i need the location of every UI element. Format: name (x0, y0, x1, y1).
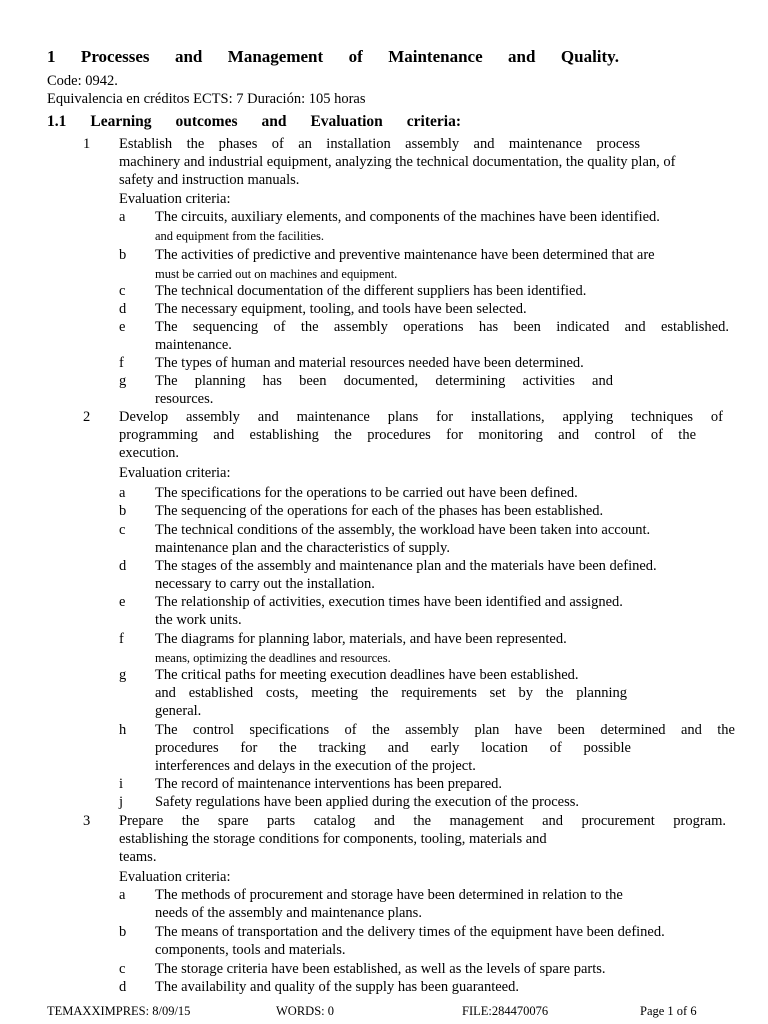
criterion-text-line: the work units. (155, 612, 242, 628)
criterion-letter: f (119, 355, 124, 371)
criterion-text-line: The storage criteria have been established, as well as the levels of spare parts. (155, 961, 606, 977)
criterion-letter: g (119, 373, 127, 389)
criterion-letter: j (119, 794, 124, 810)
criterion-text-line: The technical conditions of the assembly, the workload have been taken into account. (155, 522, 651, 538)
criterion-text-line: The sequencing of the operations for each of the phases has been established. (155, 503, 604, 519)
criterion-text-line: The means of transportation and the delivery times of the equipment have been defined. (155, 924, 665, 940)
document-heading: 1 Processes and Management of Maintenance and Quality. (47, 47, 619, 66)
criterion-text-line: Safety regulations have been applied during the execution of the process. (155, 794, 579, 810)
criterion-letter: h (119, 722, 127, 738)
criterion-text-line: The types of human and material resources needed have been determined. (155, 355, 584, 371)
criterion-text-line: The record of maintenance interventions has been prepared. (155, 776, 503, 792)
section-heading: 1.1 Learning outcomes and Evaluation criteria: (47, 113, 461, 130)
outcome1-text-line: safety and instruction manuals. (119, 172, 300, 188)
outcome1-number: 1 (83, 136, 91, 152)
criterion-text-line: procedures for the tracking and early location of possible (155, 740, 631, 756)
outcome3-number: 3 (83, 813, 91, 829)
criterion-text-line: maintenance plan and the characteristics of supply. (155, 540, 450, 556)
criterion-text-line: maintenance. (155, 337, 232, 353)
criterion-text-line: The control specifications of the assembly plan have been determined and the (155, 722, 735, 738)
criterion-letter: c (119, 961, 126, 977)
criterion-text-line: The technical documentation of the different suppliers has been identified. (155, 283, 587, 299)
footer-word-count: WORDS: 0 (276, 1004, 334, 1018)
criterion-text-line: components, tools and materials. (155, 942, 346, 958)
criterion-letter: d (119, 301, 127, 317)
course-credits: Equivalencia en créditos ECTS: 7 Duración: 105 horas (47, 91, 366, 107)
outcome3-text-line: establishing the storage conditions for components, tooling, materials and (119, 831, 547, 847)
criterion-text-line: The critical paths for meeting execution deadlines have been established. (155, 667, 579, 683)
criterion-letter: e (119, 594, 126, 610)
outcome2-text-line: Develop assembly and maintenance plans for installations, applying techniques of (119, 409, 723, 425)
footer-print-date: TEMAXXIMPRES: 8/09/15 (47, 1004, 191, 1018)
criterion-text-line: and established costs, meeting the requirements set by the planning (155, 685, 627, 701)
criterion-text-line: The diagrams for planning labor, materials, and have been represented. (155, 631, 567, 647)
criterion-text-line: The availability and quality of the supply has been guaranteed. (155, 979, 519, 995)
criterion-text-line: The activities of predictive and preventive maintenance have been determined that are (155, 247, 655, 263)
outcome2-text-line: programming and establishing the procedures for monitoring and control of the (119, 427, 696, 443)
criterion-letter: a (119, 485, 126, 501)
footer-page-number: Page 1 of 6 (640, 1004, 697, 1018)
criterion-letter: b (119, 503, 127, 519)
criterion-text-line: needs of the assembly and maintenance plans. (155, 905, 422, 921)
evaluation-criteria-label: Evaluation criteria: (119, 869, 231, 885)
criterion-letter: d (119, 558, 127, 574)
criterion-text-line: resources. (155, 391, 214, 407)
footer-file: FILE:284470076 (462, 1004, 549, 1018)
course-code: Code: 0942. (47, 73, 118, 89)
criterion-text-line: The sequencing of the assembly operations has been indicated and established. (155, 319, 729, 335)
criterion-text-line: The necessary equipment, tooling, and tools have been selected. (155, 301, 527, 317)
criterion-text-line: means, optimizing the deadlines and resources. (155, 651, 391, 665)
criterion-letter: i (119, 776, 124, 792)
criterion-letter: e (119, 319, 126, 335)
criterion-letter: b (119, 924, 127, 940)
criterion-text-line: The methods of procurement and storage have been determined in relation to the (155, 887, 623, 903)
criterion-letter: c (119, 522, 126, 538)
criterion-text-line: The planning has been documented, determining activities and (155, 373, 613, 389)
criterion-letter: c (119, 283, 126, 299)
criterion-text-line: and equipment from the facilities. (155, 229, 325, 243)
outcome1-text-line: machinery and industrial equipment, analyzing the technical documentation, the quality plan, of (119, 154, 676, 170)
criterion-letter: d (119, 979, 127, 995)
outcome3-text-line: Prepare the spare parts catalog and the management and procurement program. (119, 813, 726, 829)
criterion-text-line: necessary to carry out the installation. (155, 576, 375, 592)
evaluation-criteria-label: Evaluation criteria: (119, 465, 231, 481)
outcome3-text-line: teams. (119, 849, 157, 865)
criterion-text-line: must be carried out on machines and equipment. (155, 267, 398, 281)
outcome1-text-line: Establish the phases of an installation assembly and maintenance process (119, 136, 640, 152)
outcome2-text-line: execution. (119, 445, 179, 461)
criterion-text-line: The specifications for the operations to be carried out have been defined. (155, 485, 578, 501)
criterion-letter: f (119, 631, 124, 647)
criterion-text-line: general. (155, 703, 202, 719)
criterion-letter: b (119, 247, 127, 263)
criterion-text-line: interferences and delays in the execution of the project. (155, 758, 476, 774)
criterion-letter: a (119, 209, 126, 225)
criterion-letter: g (119, 667, 127, 683)
criterion-text-line: The relationship of activities, execution times have been identified and assigned. (155, 594, 623, 610)
outcome2-number: 2 (83, 409, 91, 425)
evaluation-criteria-label: Evaluation criteria: (119, 191, 231, 207)
criterion-letter: a (119, 887, 126, 903)
criterion-text-line: The stages of the assembly and maintenance plan and the materials have been defined. (155, 558, 657, 574)
criterion-text-line: The circuits, auxiliary elements, and components of the machines have been identified. (155, 209, 660, 225)
